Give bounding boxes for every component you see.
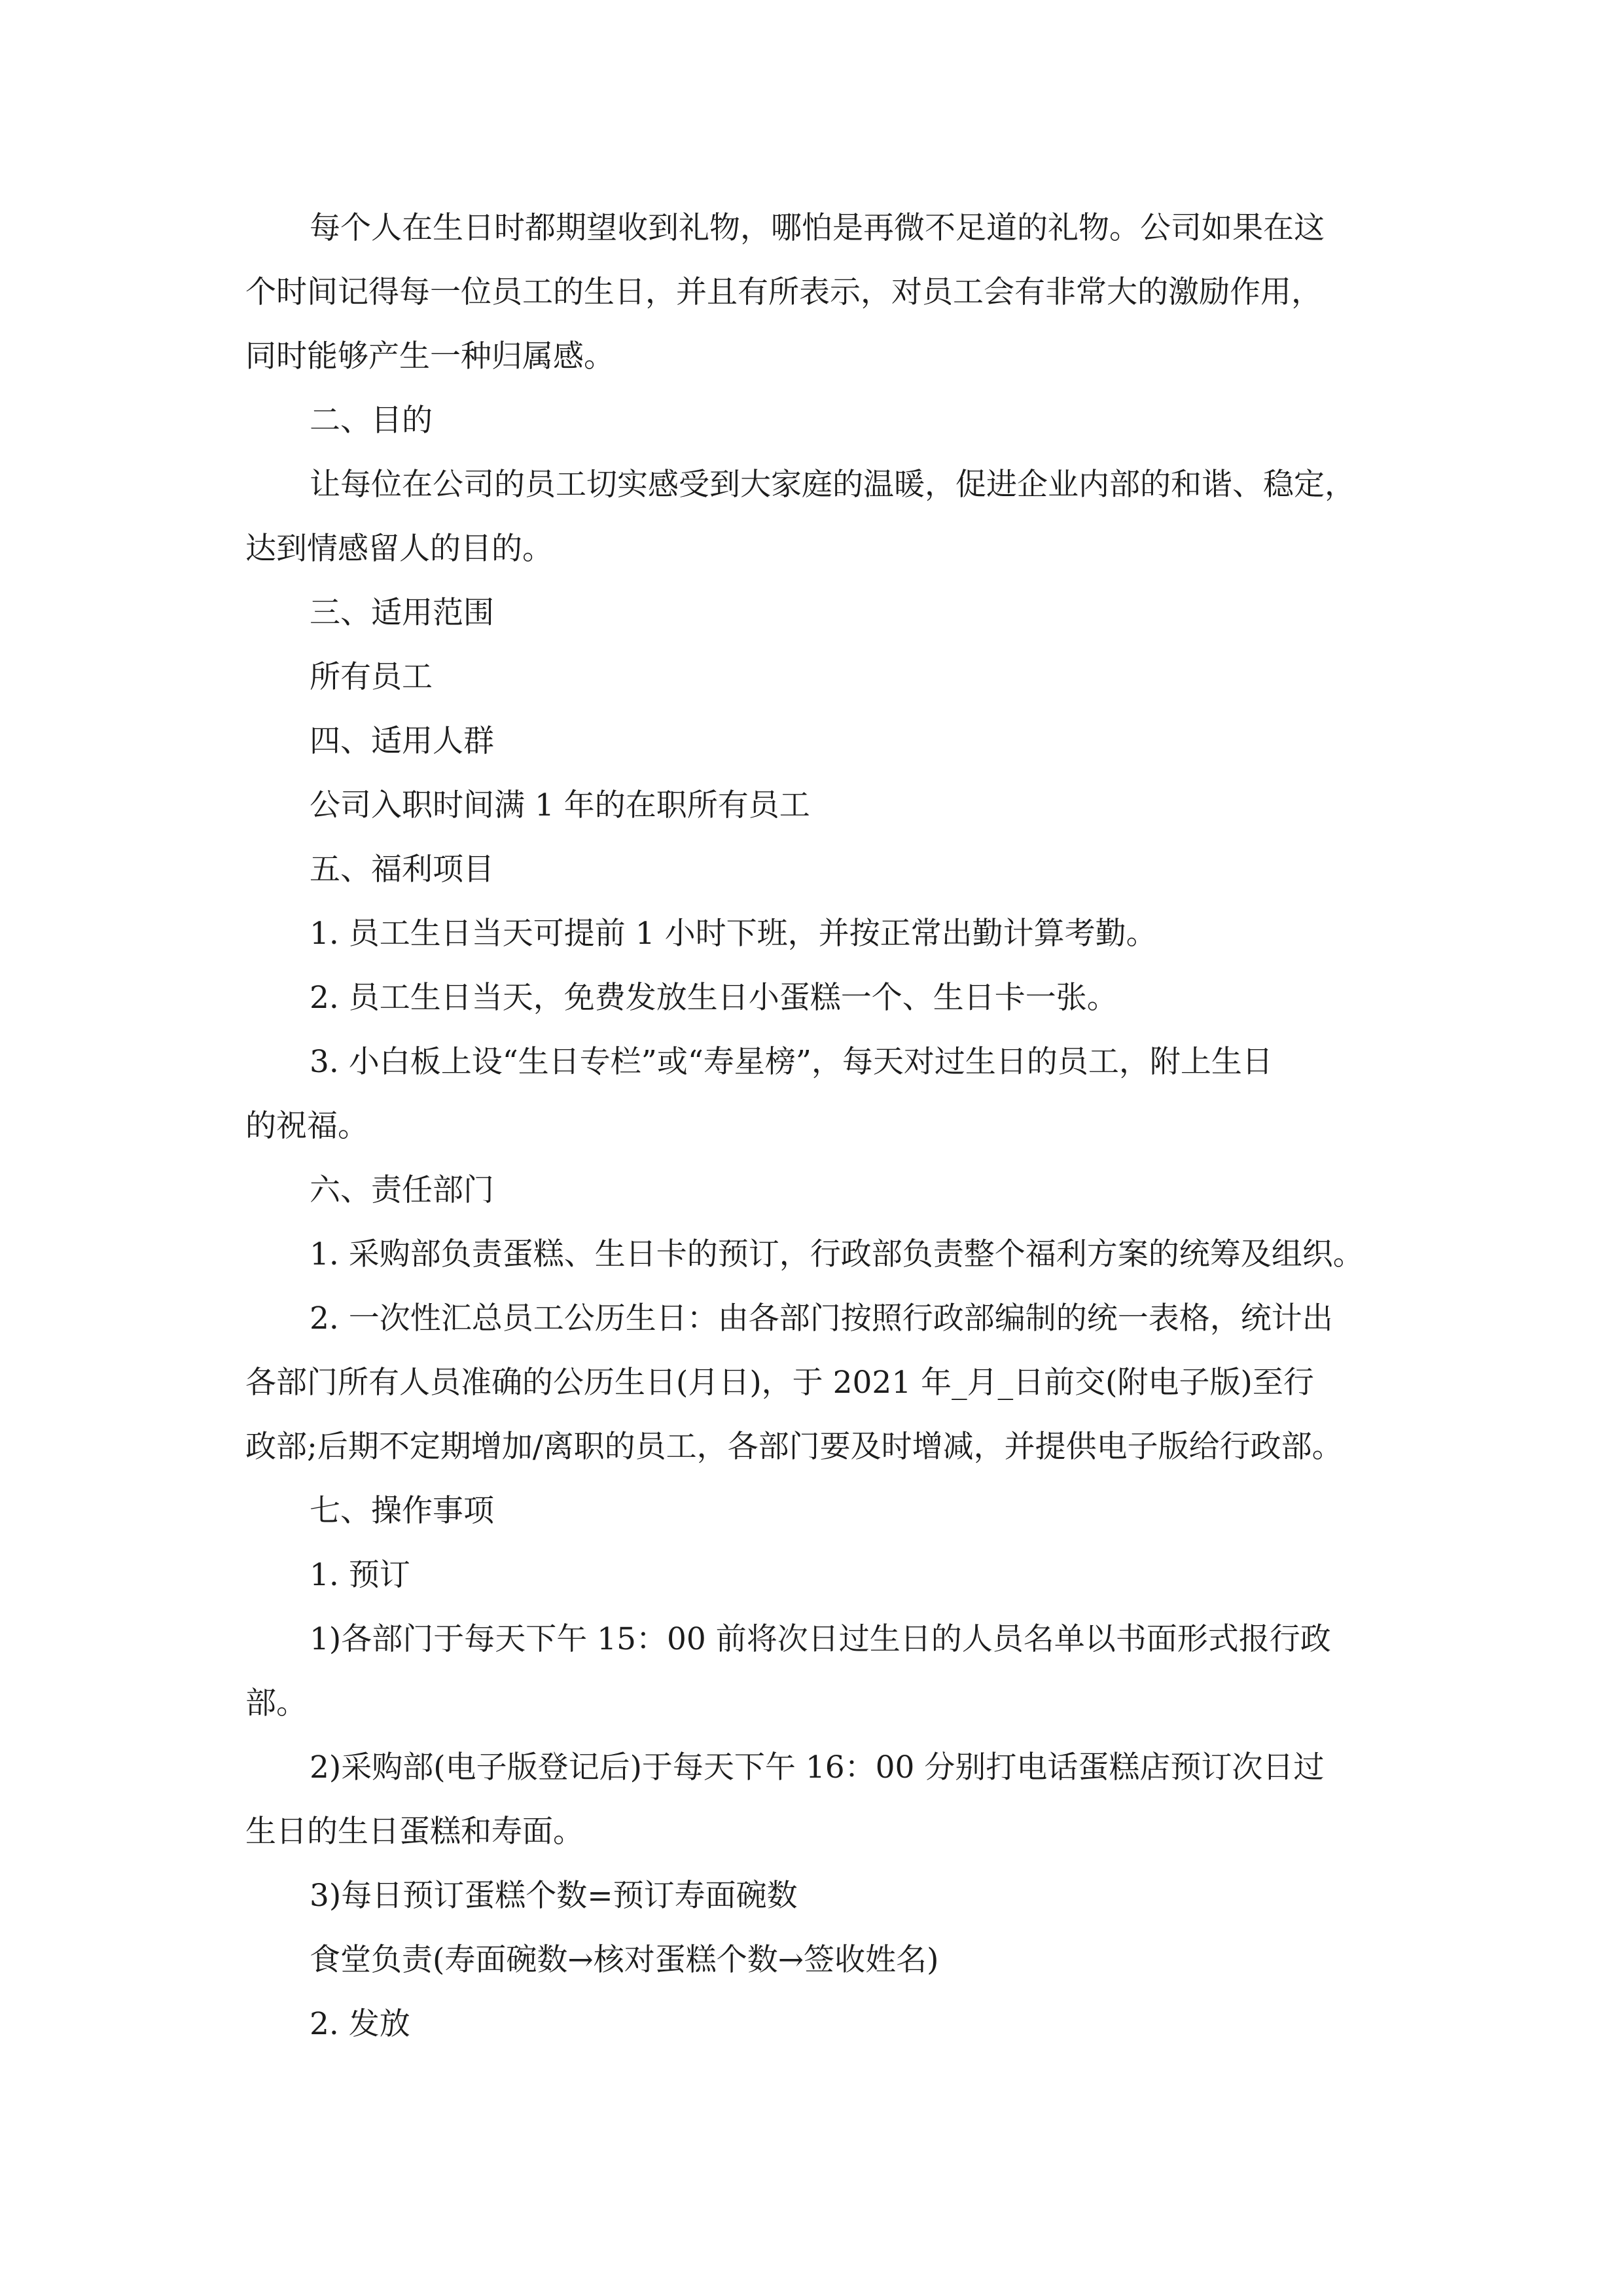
list-item-benefit-1: 1. 员工生日当天可提前 1 小时下班，并按正常出勤计算考勤。	[310, 916, 1157, 952]
section-heading-responsibility: 六、责任部门	[310, 1172, 494, 1208]
paragraph-purpose: 让每位在公司的员工切实感受到大家庭的温暖，促进企业内部的和谐、稳定， 达到情感留人的目的。	[245, 467, 1355, 567]
paragraph-scope: 所有员工	[310, 659, 433, 695]
subheading-distribution: 2. 发放	[310, 2006, 410, 2042]
list-item-benefit-3: 3. 小白板上设“生日专栏”或“寿星榜”，每天对过生日的员工，附上生日 的祝福。	[245, 1044, 1273, 1144]
list-item-responsibility-2: 2. 一次性汇总员工公历生日：由各部门按照行政部编制的统一表格，统计出 各部门所有人员准确的公历生日(月日)，于 2021 年_月_日前交(附电子版)至行 政部;后期不定期增加/离职的员工，各部门要及时增减，并提供电子版给行政部。	[245, 1300, 1343, 1465]
list-item-benefit-2: 2. 员工生日当天，免费发放生日小蛋糕一个、生日卡一张。	[310, 980, 1118, 1016]
section-heading-purpose: 二、目的	[310, 403, 433, 439]
section-heading-benefits: 五、福利项目	[310, 852, 494, 888]
paragraph-intro: 每个人在生日时都期望收到礼物，哪怕是再微不足道的礼物。公司如果在这 个时间记得每一位员工的生日，并且有所表示，对员工会有非常大的激励作用， 同时能够产生一种归属感。	[245, 210, 1325, 374]
section-heading-scope: 三、适用范围	[310, 595, 494, 631]
list-item-booking-2: 2)采购部(电子版登记后)于每天下午 16：00 分别打电话蛋糕店预订次日过 生日的生日蛋糕和寿面。	[245, 1749, 1325, 1850]
list-item-booking-3: 3)每日预订蛋糕个数=预订寿面碗数	[310, 1878, 798, 1914]
paragraph-eligible: 公司入职时间满 1 年的在职所有员工	[310, 787, 810, 823]
list-item-responsibility-1: 1. 采购部负责蛋糕、生日卡的预订，行政部负责整个福利方案的统筹及组织。	[310, 1236, 1364, 1272]
subheading-booking: 1. 预订	[310, 1557, 410, 1593]
document-body	[245, 196, 1384, 2056]
section-heading-operations: 七、操作事项	[310, 1493, 494, 1529]
section-heading-eligible: 四、适用人群	[310, 723, 494, 759]
list-item-booking-1: 1)各部门于每天下午 15：00 前将次日过生日的人员名单以书面形式报行政 部。	[245, 1621, 1331, 1721]
paragraph-canteen: 食堂负责(寿面碗数→核对蛋糕个数→签收姓名)	[310, 1942, 939, 1978]
